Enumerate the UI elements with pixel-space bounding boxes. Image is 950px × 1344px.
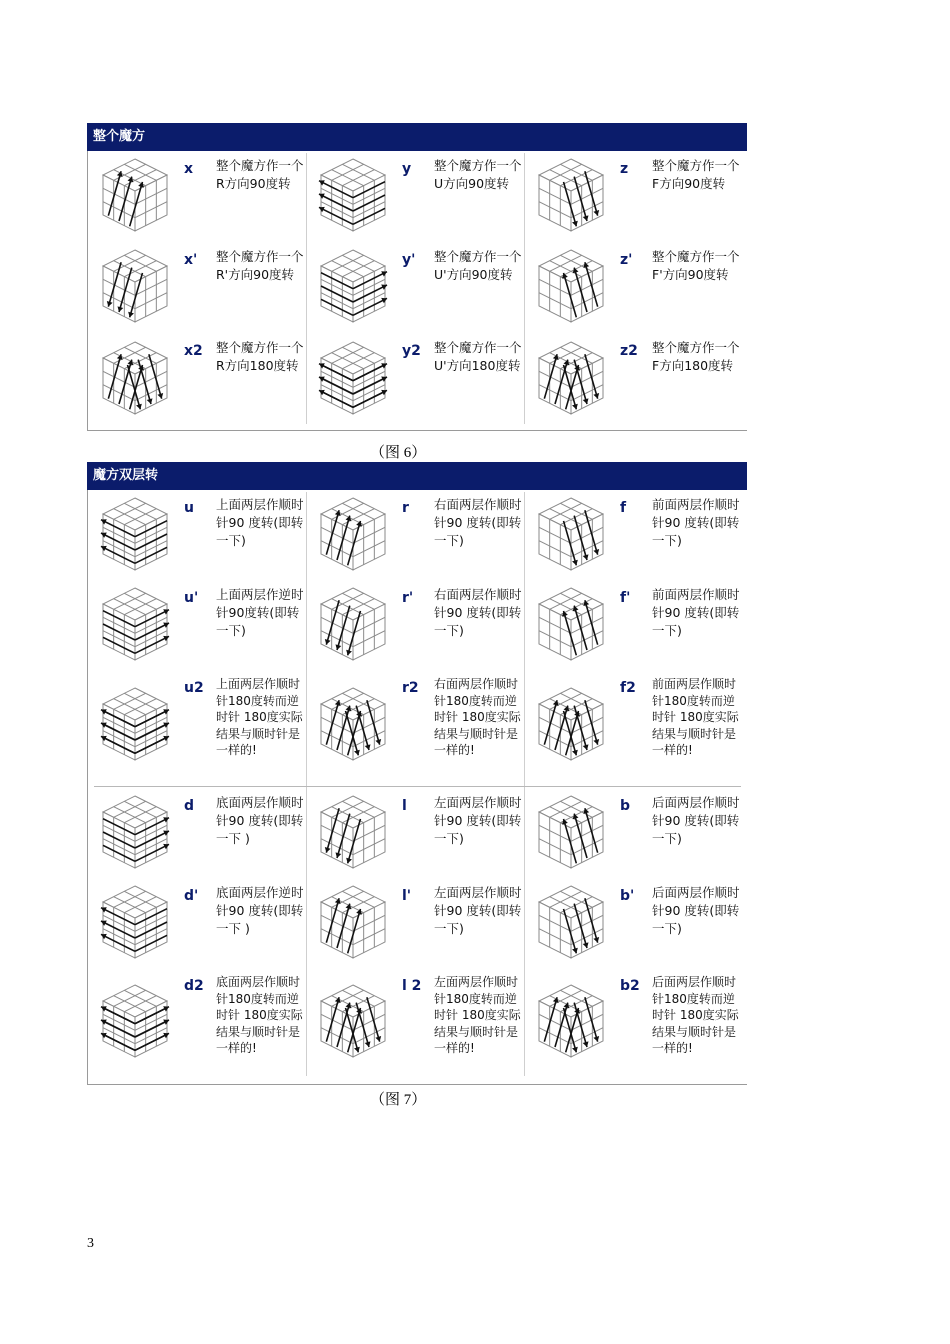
move-entry <box>306 492 524 582</box>
move-description: 前面两层作顺时针90 度转(即转一下) <box>652 587 740 638</box>
move-description: 整个魔方作一个F方向90度转 <box>652 158 740 191</box>
cube-diagram-icon <box>318 248 388 324</box>
section-divider <box>94 786 741 787</box>
move-code: x <box>184 161 194 177</box>
move-entry <box>524 335 742 428</box>
figure-6-header: 整个魔方 <box>87 123 747 151</box>
move-entry <box>306 335 524 428</box>
move-code: d' <box>184 888 199 904</box>
move-entry <box>306 582 524 672</box>
move-description: 左面两层作顺时针180度转而逆时针 180度实际结果与顺时针是一样的! <box>434 975 521 1055</box>
move-code: d <box>184 798 195 814</box>
cube-diagram-icon <box>536 248 606 324</box>
move-code: f' <box>620 590 631 606</box>
move-entry <box>524 970 742 1080</box>
move-code: f2 <box>620 680 636 696</box>
move-description: 左面两层作顺时针90 度转(即转一下) <box>434 795 522 846</box>
move-entry <box>306 880 524 970</box>
move-entry <box>88 153 306 244</box>
move-code: r <box>402 500 409 516</box>
move-description: 整个魔方作一个U'方向90度转 <box>434 249 522 282</box>
move-entry <box>524 790 742 880</box>
move-code: r' <box>402 590 414 606</box>
move-description: 整个魔方作一个R方向180度转 <box>216 340 304 373</box>
move-code: y <box>402 161 412 177</box>
move-code: u' <box>184 590 199 606</box>
move-code: l' <box>402 888 412 904</box>
figure-7-caption: （图 7） <box>370 1092 427 1108</box>
move-entry <box>306 244 524 335</box>
move-entry <box>88 672 306 784</box>
move-description: 前面两层作顺时针180度转而逆时针 180度实际结果与顺时针是一样的! <box>652 677 739 757</box>
move-description: 整个魔方作一个R方向90度转 <box>216 158 304 191</box>
move-code: r2 <box>402 680 419 696</box>
cube-diagram-icon <box>100 157 170 233</box>
move-entry <box>524 244 742 335</box>
move-entry <box>88 492 306 582</box>
move-code: u <box>184 500 194 516</box>
move-entry <box>88 970 306 1080</box>
cube-diagram-icon <box>100 794 170 870</box>
move-description: 前面两层作顺时针90 度转(即转一下) <box>652 497 740 548</box>
move-code: z' <box>620 252 633 268</box>
move-description: 上面两层作顺时针90 度转(即转一下) <box>216 497 304 548</box>
move-code: d2 <box>184 978 204 994</box>
move-code: f <box>620 500 627 516</box>
move-description: 后面两层作顺时针90 度转(即转一下) <box>652 795 740 846</box>
figure-7-grid <box>87 490 747 1085</box>
move-entry <box>306 153 524 244</box>
move-entry <box>306 790 524 880</box>
move-description: 右面两层作顺时针90 度转(即转一下) <box>434 587 522 638</box>
page-number: 3 <box>87 1236 94 1251</box>
move-code: x' <box>184 252 198 268</box>
cube-diagram-icon <box>318 496 388 572</box>
move-description: 右面两层作顺时针180度转而逆时针 180度实际结果与顺时针是一样的! <box>434 677 521 757</box>
move-code: l 2 <box>402 978 422 994</box>
cube-diagram-icon <box>100 340 170 416</box>
cube-diagram-icon <box>536 884 606 960</box>
move-code: z2 <box>620 343 638 359</box>
move-entry <box>524 672 742 784</box>
cube-diagram-icon <box>318 794 388 870</box>
cube-diagram-icon <box>318 157 388 233</box>
move-entry <box>524 582 742 672</box>
cube-diagram-icon <box>536 686 606 762</box>
figure-6-caption: （图 6） <box>370 445 427 461</box>
cube-diagram-icon <box>536 157 606 233</box>
move-entry <box>88 582 306 672</box>
move-description: 整个魔方作一个F方向180度转 <box>652 340 740 373</box>
move-entry <box>88 244 306 335</box>
move-entry <box>524 492 742 582</box>
move-description: 上面两层作逆时针90度转(即转一下) <box>216 587 304 638</box>
move-description: 整个魔方作一个F'方向90度转 <box>652 249 740 282</box>
move-description: 整个魔方作一个U'方向180度转 <box>434 340 522 373</box>
move-description: 后面两层作顺时针180度转而逆时针 180度实际结果与顺时针是一样的! <box>652 975 739 1055</box>
move-entry <box>88 335 306 428</box>
cube-diagram-icon <box>536 794 606 870</box>
cube-diagram-icon <box>536 586 606 662</box>
move-code: y' <box>402 252 416 268</box>
cube-diagram-icon <box>100 248 170 324</box>
cube-diagram-icon <box>536 496 606 572</box>
move-entry <box>524 880 742 970</box>
figure-6-grid <box>87 151 747 431</box>
cube-diagram-icon <box>318 686 388 762</box>
move-description: 底面两层作顺时针180度转而逆时针 180度实际结果与顺时针是一样的! <box>216 975 303 1055</box>
cube-diagram-icon <box>318 884 388 960</box>
move-description: 左面两层作顺时针90 度转(即转一下) <box>434 885 522 936</box>
move-description: 底面两层作逆时针90 度转(即转一下 ) <box>216 885 304 936</box>
move-entry <box>524 153 742 244</box>
move-description: 整个魔方作一个U方向90度转 <box>434 158 522 191</box>
move-code: x2 <box>184 343 203 359</box>
figure-7-panel <box>87 462 747 1085</box>
cube-diagram-icon <box>100 496 170 572</box>
cube-diagram-icon <box>100 686 170 762</box>
move-entry <box>306 970 524 1080</box>
move-description: 右面两层作顺时针90 度转(即转一下) <box>434 497 522 548</box>
figure-7-header: 魔方双层转 <box>87 462 747 490</box>
move-description: 整个魔方作一个R'方向90度转 <box>216 249 304 282</box>
cube-diagram-icon <box>536 983 606 1059</box>
move-code: b <box>620 798 631 814</box>
move-description: 底面两层作顺时针90 度转(即转一下 ) <box>216 795 304 846</box>
move-code: l <box>402 798 407 814</box>
cube-diagram-icon <box>100 884 170 960</box>
figure-6-panel <box>87 123 747 431</box>
cube-diagram-icon <box>100 586 170 662</box>
move-code: y2 <box>402 343 421 359</box>
move-entry <box>88 790 306 880</box>
move-description: 后面两层作顺时针90 度转(即转一下) <box>652 885 740 936</box>
cube-diagram-icon <box>318 983 388 1059</box>
cube-diagram-icon <box>318 586 388 662</box>
cube-diagram-icon <box>100 983 170 1059</box>
cube-diagram-icon <box>318 340 388 416</box>
move-code: z <box>620 161 629 177</box>
move-code: b2 <box>620 978 640 994</box>
move-entry <box>306 672 524 784</box>
move-code: b' <box>620 888 635 904</box>
cube-diagram-icon <box>536 340 606 416</box>
move-description: 上面两层作顺时针180度转而逆时针 180度实际结果与顺时针是一样的! <box>216 677 303 757</box>
move-entry <box>88 880 306 970</box>
move-code: u2 <box>184 680 204 696</box>
